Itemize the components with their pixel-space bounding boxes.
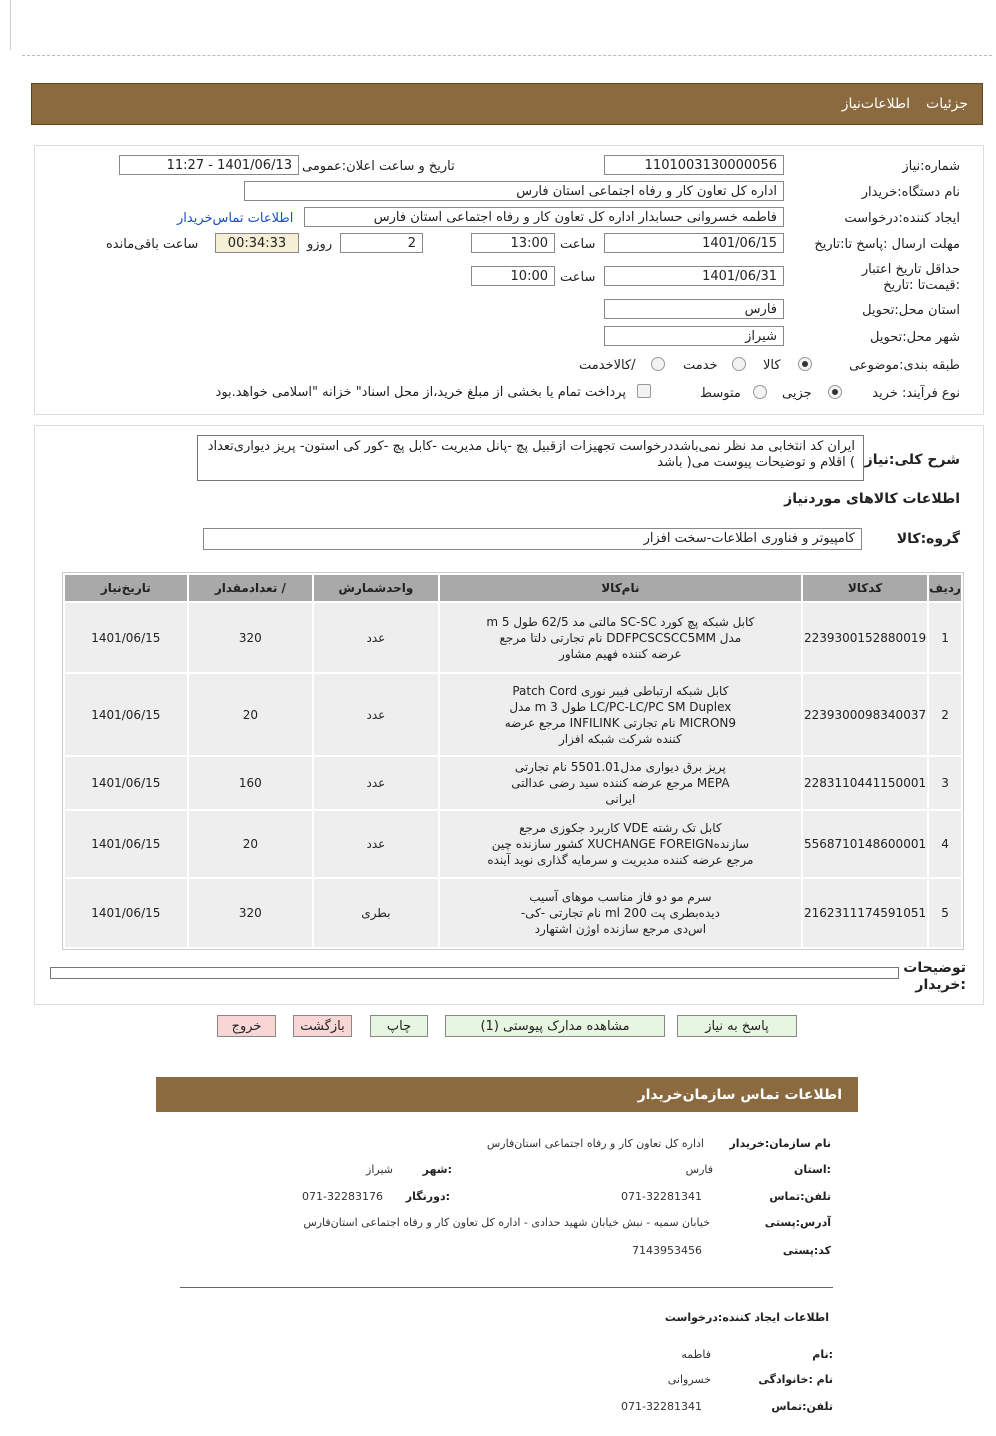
exit-button[interactable]: خروج: [217, 1015, 276, 1037]
cell-unit: عدد: [314, 674, 438, 755]
days-field: 2: [340, 233, 423, 253]
attachments-button[interactable]: مشاهده مدارک پیوستی (1): [445, 1015, 665, 1037]
category-option-goods: کالا: [763, 358, 781, 373]
cell-unit: بطری: [314, 879, 438, 947]
requester-name-label: :نام: [812, 1348, 833, 1361]
col-date: تاریخ‌نیاز: [65, 575, 187, 601]
cell-name: [440, 603, 801, 672]
need-number-field: 1101003130000056: [604, 155, 784, 175]
cell-row: 1: [929, 603, 961, 672]
cell-name: [440, 879, 801, 947]
cell-unit: عدد: [314, 811, 438, 877]
requester-phone-value: 071-32281341: [621, 1400, 702, 1413]
items-heading: اطلاعات کالاهای موردنیاز: [784, 491, 960, 507]
process-radio-medium[interactable]: [753, 385, 767, 399]
table-row: [65, 879, 961, 947]
city-field: شیراز: [604, 326, 784, 346]
items-table-wrapper: [62, 572, 964, 950]
cell-date: 1401/06/15: [65, 811, 187, 877]
col-row: ردیف: [929, 575, 961, 601]
page-header: [31, 83, 983, 125]
cell-unit: عدد: [314, 757, 438, 809]
cell-name: [440, 674, 801, 755]
col-name: نام‌کالا: [440, 575, 801, 601]
cell-qty: 160: [189, 757, 313, 809]
cell-qty: 20: [189, 811, 313, 877]
cell-name-text: کابل شبکه ارتباطی فیبر نوری Patch Cord LC/PC-LC/PC SM Duplex طول 3 m مدل MICRON9 نام تجارتی INFILINK مرجع عرضه کننده شرکت شبکه افزار: [504, 683, 737, 746]
contact-postal-value: 7143953456: [632, 1244, 702, 1257]
cell-row: 2: [929, 674, 961, 755]
table-row: [65, 811, 961, 877]
requester-family-label: نام :خانوادگی: [758, 1373, 833, 1386]
category-radio-goods[interactable]: [798, 357, 812, 371]
cell-name: [440, 757, 801, 809]
remaining-label: ساعت باقی‌مانده: [106, 237, 199, 252]
cell-name-text: کابل شبکه پچ کورد SC-SC مالتی مد 62/5 طول 5 m مدل DDFPCSCSCC5MM نام تجارتی دلتا مرجع عرضه کننده فهیم مشاور: [486, 614, 755, 661]
contact-section-header: اطلاعات تماس سازمان‌خریدار: [156, 1077, 858, 1112]
group-label: گروه:کالا: [896, 531, 960, 547]
table-row: [65, 603, 961, 672]
items-table: [63, 573, 963, 949]
category-label: طبقه بندی:موضوعی: [849, 358, 960, 373]
category-radio-both[interactable]: [651, 357, 665, 371]
cell-code: 5568710148600001: [803, 811, 927, 877]
deadline-label: مهلت ارسال :پاسخ تا:تاریخ: [814, 237, 960, 252]
days-label: روزو: [307, 237, 333, 252]
buyer-notes-label: توضیحات :خریدار: [903, 960, 966, 993]
province-label: استان محل:تحویل: [862, 303, 960, 318]
cell-code: 2239300098340037: [803, 674, 927, 755]
contact-city-value: شیراز: [366, 1163, 393, 1176]
validity-time-field: 10:00: [471, 266, 555, 286]
buyer-label: نام دستگاه:خریدار: [861, 185, 960, 200]
requester-phone-label: تلفن:تماس: [771, 1400, 833, 1413]
validity-date-field: 1401/06/31: [604, 266, 784, 286]
table-row: [65, 757, 961, 809]
contact-address-label: آدرس:پستی: [764, 1216, 831, 1229]
cell-name: [440, 811, 801, 877]
items-table-header: [65, 575, 961, 601]
cell-row: 4: [929, 811, 961, 877]
requester-family-value: خسروانی: [667, 1373, 711, 1386]
contact-phone-label: تلفن:تماس: [769, 1190, 831, 1203]
cell-qty: 20: [189, 674, 313, 755]
col-unit: واحدشمارش: [314, 575, 438, 601]
cell-qty: 320: [189, 603, 313, 672]
cell-code: 2283110441150001: [803, 757, 927, 809]
summary-text-box: [197, 435, 864, 481]
cell-date: 1401/06/15: [65, 674, 187, 755]
process-option-small: جزیی: [782, 386, 812, 401]
process-label: نوع فرآیند: خرید: [872, 386, 960, 401]
tab-need-info[interactable]: اطلاعات‌نیاز: [841, 96, 911, 112]
contact-phone-value: 071-32281341: [621, 1190, 702, 1203]
cell-name-text: کابل تک رشته VDE کاربرد جکوزی مرجع سازندهXUCHANGE FOREIGN کشور سازنده چین مرجع عرضه کننده مدیریت و سرمایه گذاری نوید آینده: [487, 821, 754, 867]
org-value: اداره کل تعاون کار و رفاه اجتماعی استان‌فارس: [486, 1137, 704, 1150]
cell-date: 1401/06/15: [65, 603, 187, 672]
deadline-date-field: 1401/06/15: [604, 233, 784, 253]
left-edge-line: [10, 0, 11, 50]
contact-city-label: :شهر: [422, 1163, 452, 1176]
contact-postal-label: کد:پستی: [782, 1244, 831, 1257]
cell-row: 5: [929, 879, 961, 947]
category-option-both: /کالاخدمت: [579, 358, 636, 373]
col-code: کدکالا: [803, 575, 927, 601]
deadline-time-label: ساعت: [560, 237, 596, 252]
back-button[interactable]: بازگشت: [293, 1015, 352, 1037]
announce-label: تاریخ و ساعت اعلان:عمومی: [302, 159, 455, 174]
col-qty: / تعدادمقدار: [189, 575, 313, 601]
cell-unit: عدد: [314, 603, 438, 672]
requester-title: اطلاعات ایجاد کننده:درخواست: [664, 1311, 829, 1324]
reply-button[interactable]: پاسخ به نیاز: [677, 1015, 797, 1037]
creator-field: فاطمه خسروانی حسابدار اداره کل تعاون کار و رفاه اجتماعی استان فارس: [304, 207, 784, 227]
tab-details[interactable]: جزئیات: [926, 96, 968, 112]
cell-qty: 320: [189, 879, 313, 947]
category-option-service: خدمت: [683, 358, 718, 373]
summary-label: شرح کلی:نیاز: [864, 452, 960, 468]
validity-time-label: ساعت: [560, 270, 596, 285]
cell-date: 1401/06/15: [65, 879, 187, 947]
print-button[interactable]: چاپ: [370, 1015, 428, 1037]
cell-code: 2162311174591051: [803, 879, 927, 947]
contact-province-value: فارس: [685, 1163, 713, 1176]
cell-date: 1401/06/15: [65, 757, 187, 809]
remaining-time-field: 00:34:33: [215, 233, 299, 253]
buyer-field: اداره کل تعاون کار و رفاه اجتماعی استان فارس: [244, 181, 784, 201]
top-divider: [22, 55, 992, 56]
buyer-notes-field: [50, 967, 899, 979]
contact-divider: [180, 1287, 833, 1288]
buyer-contact-link[interactable]: اطلاعات تماس‌خریدار: [177, 211, 294, 226]
contact-fax-value: 071-32283176: [302, 1190, 383, 1203]
deadline-time-field: 13:00: [471, 233, 555, 253]
contact-province-label: :استان: [794, 1163, 831, 1176]
cell-name-text: سرم مو دو فاز مناسب موهای آسیب دیده‌بطری پت 200 ml نام تجارتی -کی-اس‌دی مرجع سازنده اوژن اشتهارد: [520, 890, 720, 936]
cell-row: 3: [929, 757, 961, 809]
treasury-payment-note: پرداخت تمام یا بخشی از مبلغ خرید،از محل اسناد" خزانه "اسلامی خواهد.بود: [215, 385, 626, 400]
city-label: شهر محل:تحویل: [870, 330, 960, 345]
cell-code: 2239300152880019: [803, 603, 927, 672]
org-label: نام سازمان:خریدار: [729, 1137, 831, 1150]
contact-address-value: خیابان سمیه - نبش خیابان شهید حدادی - اداره کل تعاون کار و رفاه اجتماعی استان‌فارس: [303, 1216, 710, 1229]
province-field: فارس: [604, 299, 784, 319]
validity-label: حداقل تاریخ اعتبار :قیمت‌تا :تاریخ: [861, 262, 960, 293]
process-option-medium: متوسط: [700, 386, 741, 401]
group-field: کامپیوتر و فناوری اطلاعات-سخت افزار: [203, 528, 862, 550]
treasury-payment-checkbox[interactable]: [637, 384, 651, 398]
creator-label: ایجاد کننده:درخواست: [844, 211, 960, 226]
requester-name-value: فاطمه: [681, 1348, 711, 1361]
summary-text: ایران کد انتخابی مد نظر نمی‌باشددرخواست تجهیزات ازقبیل پچ -پانل مدیریت -کابل پچ -کور کی استون- پریز دیواری‌تعداد ) اقلام و توضیحات پیوست می( باشد: [207, 439, 855, 470]
contact-fax-label: :دورنگار: [405, 1190, 450, 1203]
need-number-label: شماره:نیاز: [902, 159, 960, 174]
category-radio-service[interactable]: [732, 357, 746, 371]
cell-name-text: پریز برق دیواری مدل5501.01 نام تجارتی MEPA مرجع عرضه کننده سید رضی عدالتی ایرانی: [511, 760, 730, 806]
table-row: [65, 674, 961, 755]
process-radio-small[interactable]: [828, 385, 842, 399]
announce-field: 1401/06/13 - 11:27: [119, 155, 299, 175]
